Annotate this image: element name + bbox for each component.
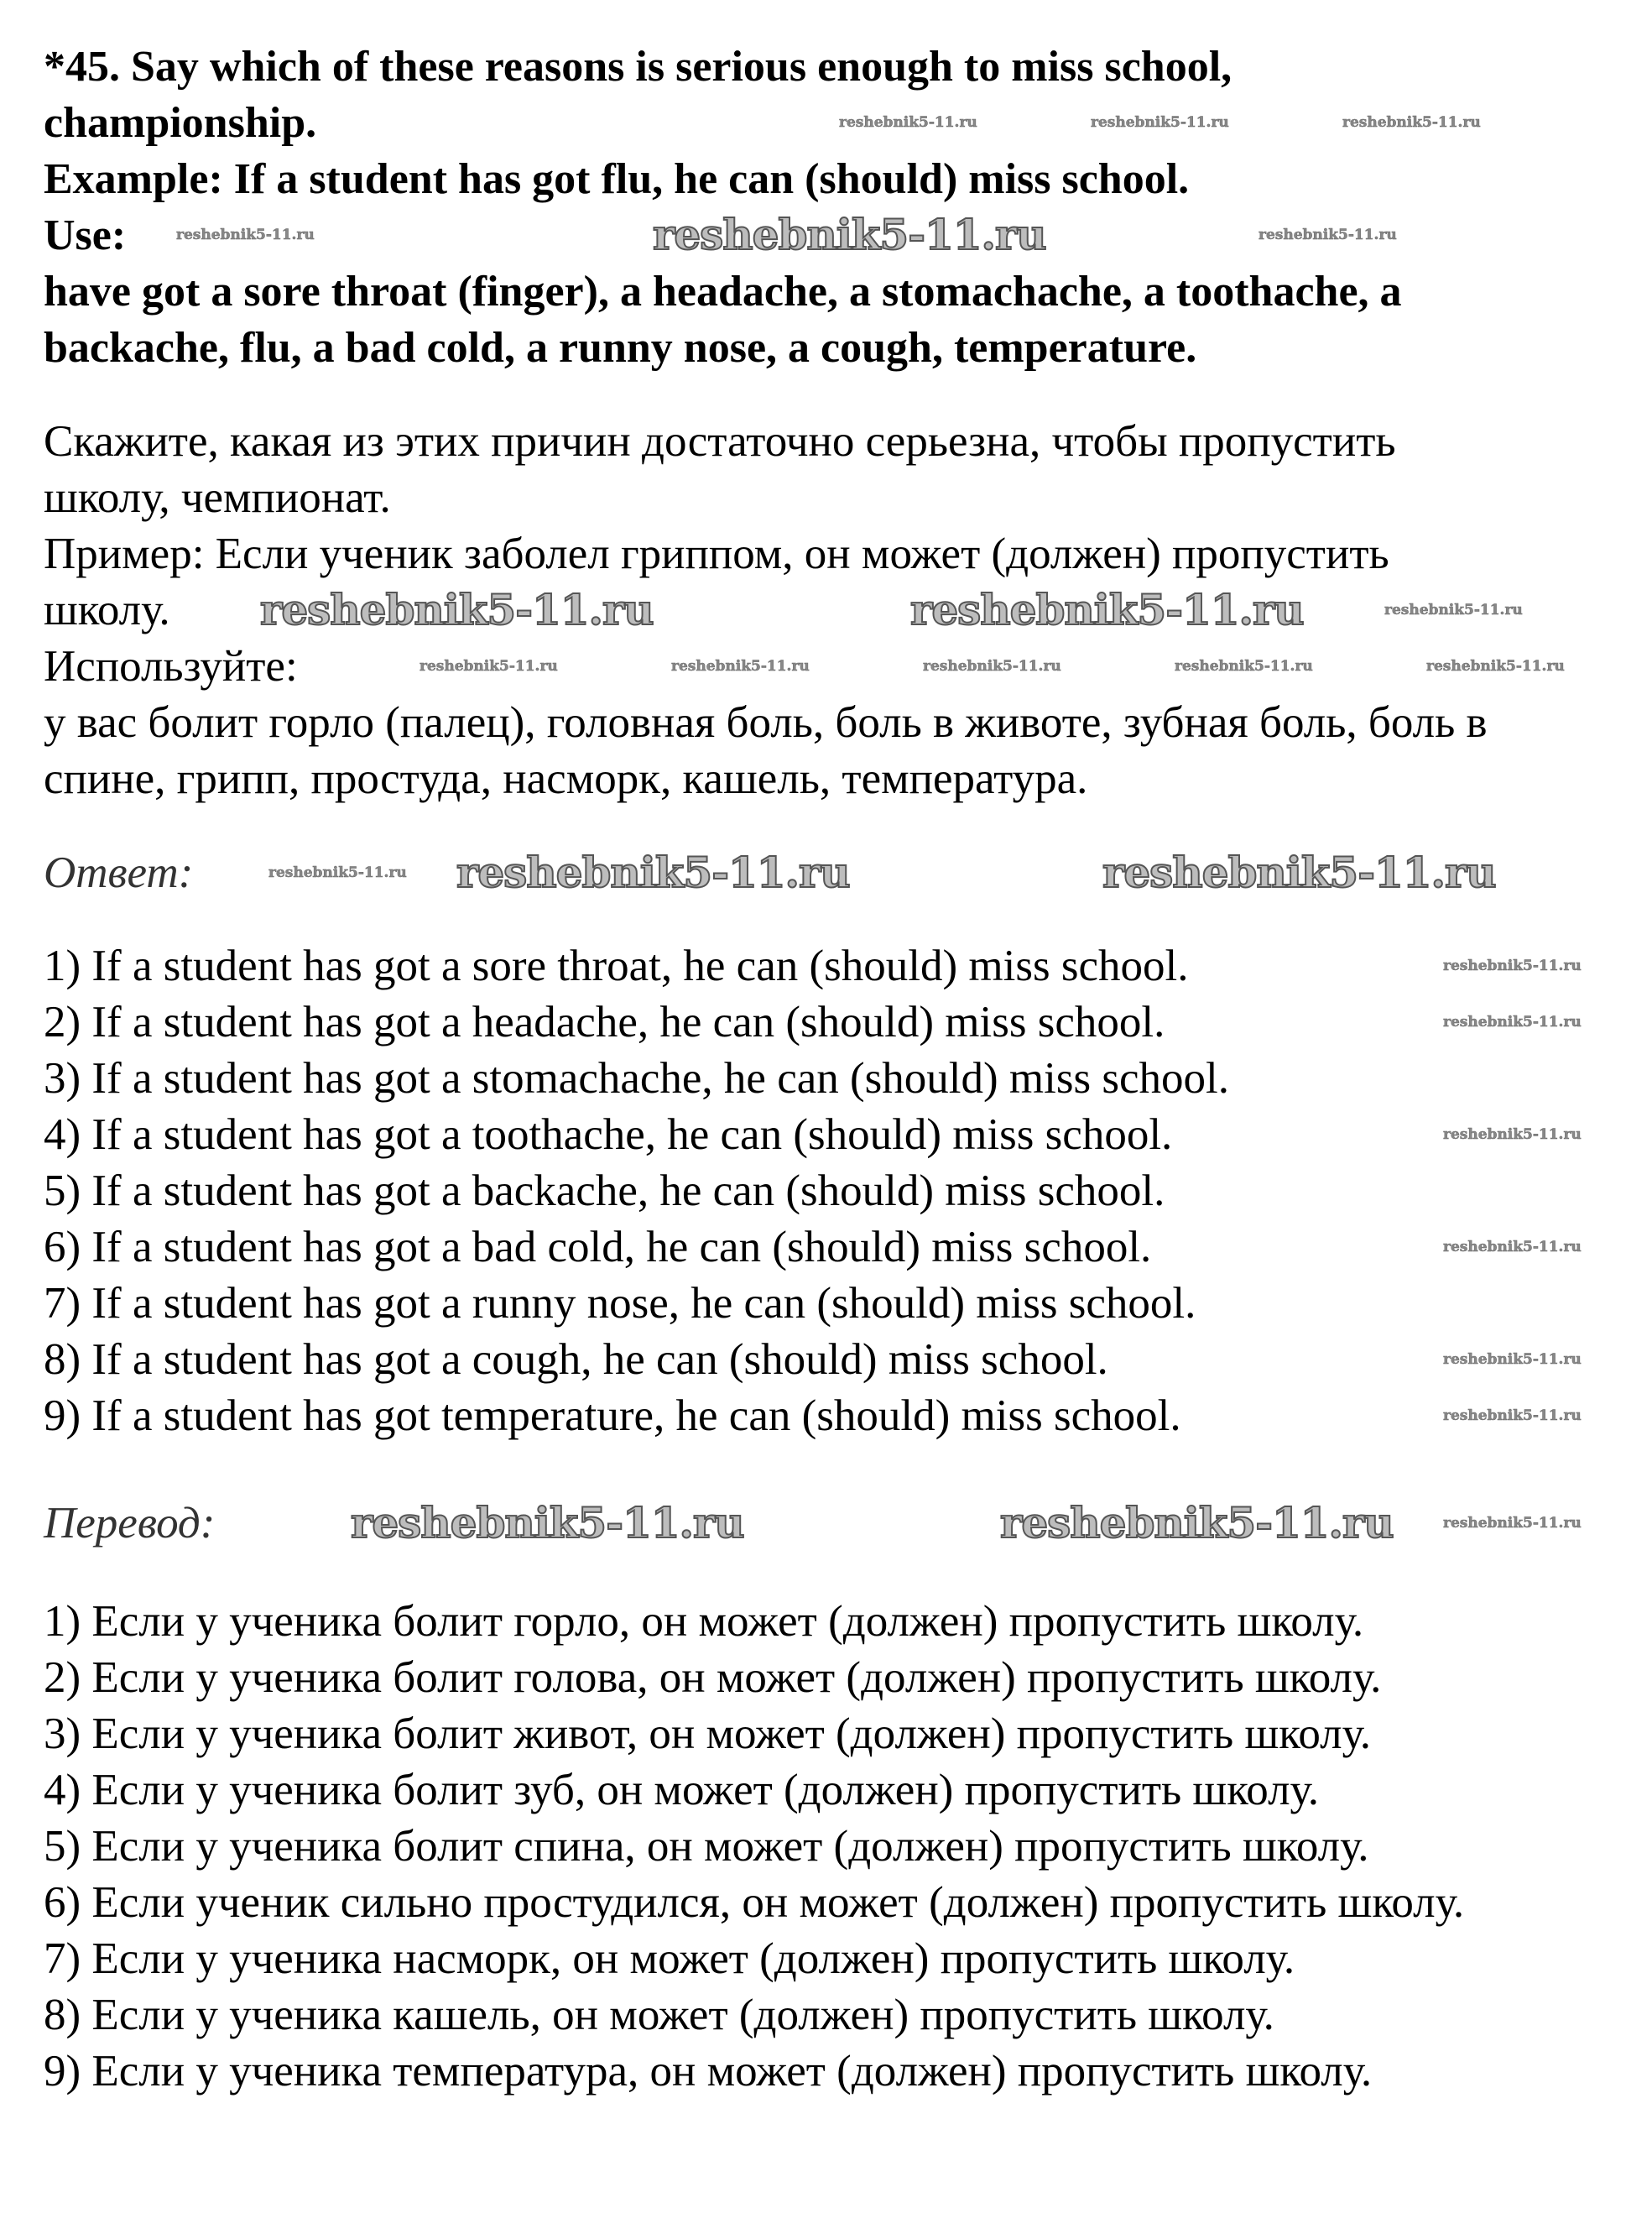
watermark: reshebnik5-11.ru xyxy=(1384,602,1523,618)
watermark: reshebnik5-11.ru xyxy=(1443,1351,1582,1368)
answer-item: 2) If a student has got a headache, he can (should) miss school. xyxy=(44,998,1165,1046)
task-title-cont: championship. xyxy=(44,99,317,147)
watermark: reshebnik5-11.ru xyxy=(260,585,654,634)
watermark: reshebnik5-11.ru xyxy=(1342,114,1481,131)
watermark: reshebnik5-11.ru xyxy=(1443,1126,1582,1143)
watermark: reshebnik5-11.ru xyxy=(1000,1498,1394,1548)
task-ru-line: Используйте: xyxy=(44,642,298,691)
watermark: reshebnik5-11.ru xyxy=(653,210,1046,259)
task-use-list-cont: backache, flu, a bad cold, a runny nose, a cough, temperature. xyxy=(44,324,1197,372)
watermark: reshebnik5-11.ru xyxy=(1443,1407,1582,1424)
translation-item: 9) Если у ученика температура, он может (должен) пропустить школу. xyxy=(44,2047,1373,2096)
watermark: reshebnik5-11.ru xyxy=(910,585,1304,634)
answer-item: 4) If a student has got a toothache, he can (should) miss school. xyxy=(44,1110,1173,1159)
translation-item: 4) Если у ученика болит зуб, он может (должен) пропустить школу. xyxy=(44,1766,1319,1814)
translation-item: 1) Если у ученика болит горло, он может (должен) пропустить школу. xyxy=(44,1597,1364,1646)
answer-item: 9) If a student has got temperature, he can (should) miss school. xyxy=(44,1391,1181,1440)
answer-item: 1) If a student has got a sore throat, he can (should) miss school. xyxy=(44,942,1189,990)
task-ru-line: школу, чемпионат. xyxy=(44,473,391,522)
translation-item: 3) Если у ученика болит живот, он может (должен) пропустить школу. xyxy=(44,1709,1372,1758)
task-use-list: have got a sore throat (finger), a headache, a stomachache, a toothache, a xyxy=(44,268,1402,316)
translation-item: 8) Если у ученика кашель, он может (должен) пропустить школу. xyxy=(44,1991,1274,2039)
watermark: reshebnik5-11.ru xyxy=(1102,848,1496,897)
watermark: reshebnik5-11.ru xyxy=(1443,1239,1582,1255)
answer-item: 5) If a student has got a backache, he can (should) miss school. xyxy=(44,1167,1165,1215)
translation-heading: Перевод: xyxy=(44,1499,216,1548)
watermark: reshebnik5-11.ru xyxy=(268,864,407,881)
watermark: reshebnik5-11.ru xyxy=(1259,227,1397,243)
watermark: reshebnik5-11.ru xyxy=(1175,658,1313,675)
task-ru-line: спине, грипп, простуда, насморк, кашель, температура. xyxy=(44,754,1088,803)
watermark: reshebnik5-11.ru xyxy=(456,848,850,897)
task-ru-line: Скажите, какая из этих причин достаточно серьезна, чтобы пропустить xyxy=(44,417,1396,466)
translation-item: 7) Если у ученика насморк, он может (должен) пропустить школу. xyxy=(44,1934,1295,1983)
answer-item: 8) If a student has got a cough, he can (should) miss school. xyxy=(44,1335,1108,1384)
task-title: *45. Say which of these reasons is serious enough to miss school, xyxy=(44,43,1232,91)
translation-item: 5) Если у ученика болит спина, он может (должен) пропустить школу. xyxy=(44,1822,1369,1871)
task-ru-line: школу. xyxy=(44,586,170,634)
watermark: reshebnik5-11.ru xyxy=(1443,1014,1582,1031)
watermark: reshebnik5-11.ru xyxy=(1443,1515,1582,1532)
watermark: reshebnik5-11.ru xyxy=(923,658,1061,675)
answer-heading: Ответ: xyxy=(44,848,194,897)
watermark: reshebnik5-11.ru xyxy=(671,658,810,675)
task-use-label: Use: xyxy=(44,211,127,259)
watermark: reshebnik5-11.ru xyxy=(420,658,558,675)
translation-item: 6) Если ученик сильно простудился, он может (должен) пропустить школу. xyxy=(44,1878,1465,1927)
answer-item: 7) If a student has got a runny nose, he can (should) miss school. xyxy=(44,1279,1196,1328)
watermark: reshebnik5-11.ru xyxy=(1443,958,1582,974)
watermark: reshebnik5-11.ru xyxy=(1091,114,1229,131)
watermark: reshebnik5-11.ru xyxy=(351,1498,744,1548)
answer-item: 3) If a student has got a stomachache, he can (should) miss school. xyxy=(44,1054,1229,1103)
task-ru-line: Пример: Если ученик заболел гриппом, он может (должен) пропустить xyxy=(44,530,1389,578)
watermark: reshebnik5-11.ru xyxy=(176,227,315,243)
task-example: Example: If a student has got flu, he can (should) miss school. xyxy=(44,155,1190,203)
task-ru-line: у вас болит горло (палец), головная боль, боль в животе, зубная боль, боль в xyxy=(44,698,1488,747)
watermark: reshebnik5-11.ru xyxy=(839,114,977,131)
translation-item: 2) Если у ученика болит голова, он может (должен) пропустить школу. xyxy=(44,1653,1382,1702)
watermark: reshebnik5-11.ru xyxy=(1426,658,1565,675)
answer-item: 6) If a student has got a bad cold, he can (should) miss school. xyxy=(44,1223,1152,1271)
